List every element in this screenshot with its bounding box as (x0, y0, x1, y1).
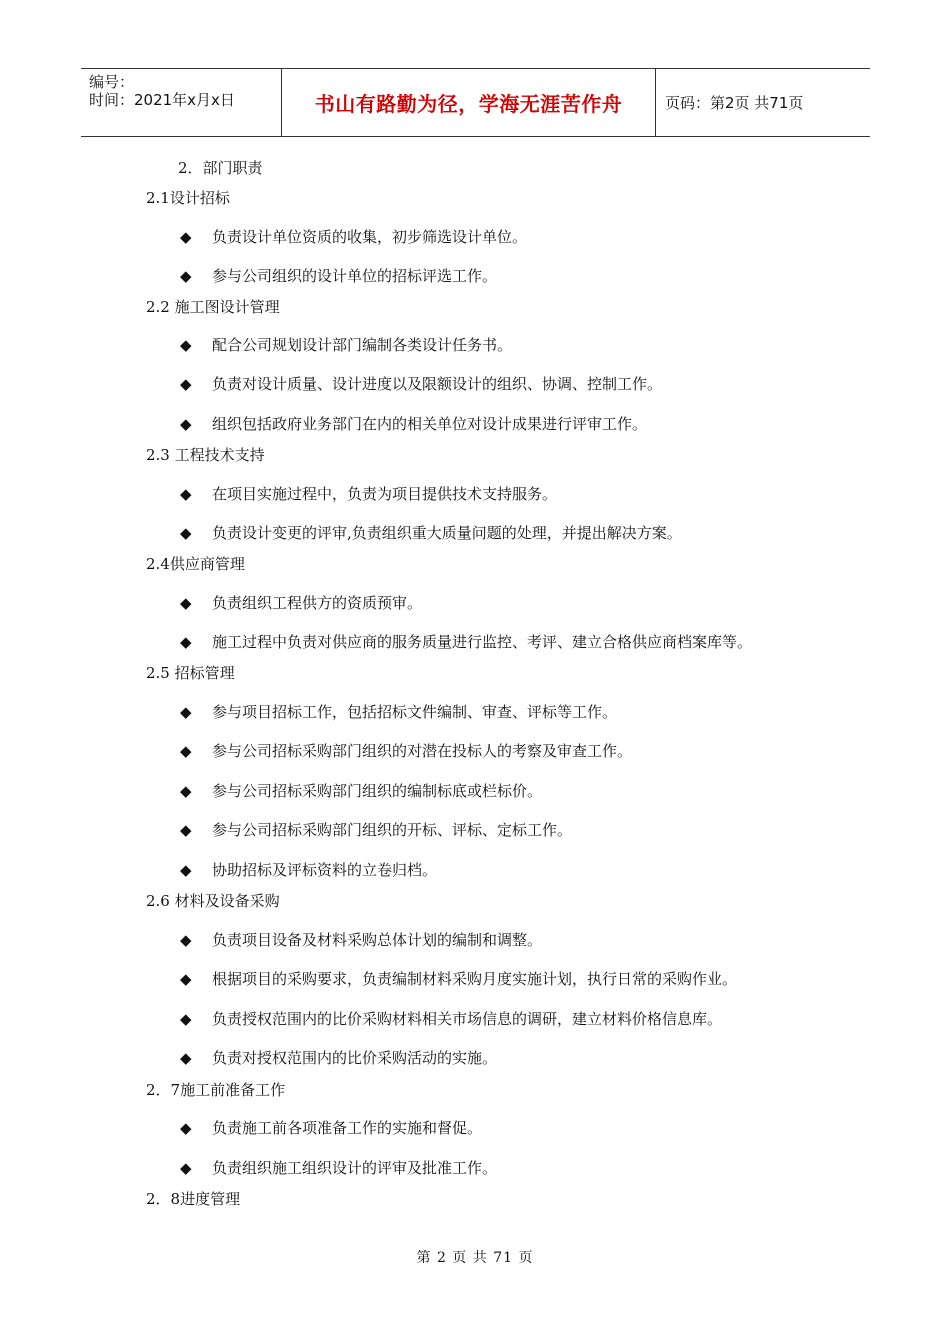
header-page-info: 页码：第2页 共71页 (665, 94, 804, 112)
diamond-bullet-icon: ◆ (180, 524, 192, 542)
diamond-bullet-icon: ◆ (180, 742, 192, 760)
bullet-text: 配合公司规划设计部门编制各类设计任务书。 (212, 336, 513, 354)
section-heading: 2.2 施工图设计管理 (146, 298, 280, 316)
diamond-bullet-icon: ◆ (180, 821, 192, 839)
bullet-item (180, 335, 512, 355)
bullet-text: 负责组织施工组织设计的评审及批准工作。 (212, 1159, 498, 1177)
document-date-label: 时间：2021年x月x日 (89, 91, 235, 109)
bullet-item (180, 1158, 497, 1178)
bullet-item (180, 1048, 497, 1068)
diamond-bullet-icon: ◆ (180, 375, 192, 393)
diamond-bullet-icon: ◆ (180, 336, 192, 354)
header-left-cell (81, 69, 281, 136)
bullet-text: 参与公司招标采购部门组织的对潜在投标人的考察及审查工作。 (212, 742, 633, 760)
bullet-item (180, 820, 572, 840)
section-heading: 2.1设计招标 (146, 189, 230, 207)
diamond-bullet-icon: ◆ (180, 633, 192, 651)
diamond-bullet-icon: ◆ (180, 228, 192, 246)
bullet-item (180, 227, 527, 247)
diamond-bullet-icon: ◆ (180, 1010, 192, 1028)
diamond-bullet-icon: ◆ (180, 703, 192, 721)
bullet-text: 负责对授权范围内的比价采购活动的实施。 (212, 1049, 498, 1067)
diamond-bullet-icon: ◆ (180, 1119, 192, 1137)
diamond-bullet-icon: ◆ (180, 861, 192, 879)
bullet-text: 负责组织工程供方的资质预审。 (212, 594, 423, 612)
diamond-bullet-icon: ◆ (180, 931, 192, 949)
section-title: 2．部门职责 (178, 159, 263, 177)
bullet-item (180, 484, 557, 504)
bullet-item (180, 860, 437, 880)
header-page-cell (655, 69, 870, 136)
bullet-text: 参与公司组织的设计单位的招标评选工作。 (212, 267, 498, 285)
bullet-item (180, 1118, 482, 1138)
bullet-text: 协助招标及评标资料的立卷归档。 (212, 861, 438, 879)
bullet-item (180, 266, 497, 286)
diamond-bullet-icon: ◆ (180, 970, 192, 988)
section-heading: 2.5 招标管理 (146, 664, 235, 682)
diamond-bullet-icon: ◆ (180, 1049, 192, 1067)
section-heading: 2.4供应商管理 (146, 555, 245, 573)
bullet-text: 负责施工前各项准备工作的实施和督促。 (212, 1119, 483, 1137)
diamond-bullet-icon: ◆ (180, 485, 192, 503)
bullet-item (180, 414, 647, 434)
bullet-text: 负责对设计质量、设计进度以及限额设计的组织、协调、控制工作。 (212, 375, 663, 393)
bullet-text: 参与公司招标采购部门组织的开标、评标、定标工作。 (212, 821, 573, 839)
bullet-item (180, 593, 422, 613)
bullet-text: 施工过程中负责对供应商的服务质量进行监控、考评、建立合格供应商档案库等。 (212, 633, 753, 651)
page-header (81, 68, 870, 137)
bullet-item (180, 1009, 722, 1029)
bullet-text: 在项目实施过程中，负责为项目提供技术支持服务。 (212, 485, 558, 503)
bullet-text: 负责设计变更的评审,负责组织重大质量问题的处理，并提出解决方案。 (212, 524, 682, 542)
bullet-item (180, 702, 617, 722)
document-number-label: 编号： (89, 73, 135, 91)
section-heading: 2．7施工前准备工作 (146, 1081, 286, 1099)
bullet-item (180, 930, 542, 950)
bullet-text: 参与项目招标工作，包括招标文件编制、审查、评标等工作。 (212, 703, 618, 721)
bullet-text: 负责授权范围内的比价采购材料相关市场信息的调研，建立材料价格信息库。 (212, 1010, 723, 1028)
header-motto-cell (281, 69, 656, 136)
diamond-bullet-icon: ◆ (180, 415, 192, 433)
bullet-item (180, 969, 737, 989)
bullet-text: 负责项目设备及材料采购总体计划的编制和调整。 (212, 931, 543, 949)
bullet-item (180, 374, 662, 394)
bullet-text: 根据项目的采购要求，负责编制材料采购月度实施计划，执行日常的采购作业。 (212, 970, 738, 988)
bullet-item (180, 523, 682, 543)
bullet-text: 参与公司招标采购部门组织的编制标底或栏标价。 (212, 782, 543, 800)
diamond-bullet-icon: ◆ (180, 1159, 192, 1177)
bullet-item (180, 781, 542, 801)
section-heading: 2.6 材料及设备采购 (146, 892, 280, 910)
diamond-bullet-icon: ◆ (180, 267, 192, 285)
bullet-item (180, 632, 752, 652)
section-heading: 2．8进度管理 (146, 1190, 241, 1208)
bullet-text: 负责设计单位资质的收集，初步筛选设计单位。 (212, 228, 528, 246)
header-motto: 书山有路勤为径，学海无涯苦作舟 (314, 92, 623, 116)
page-footer: 第 2 页 共 71 页 (416, 1250, 534, 1266)
section-heading: 2.3 工程技术支持 (146, 446, 265, 464)
bullet-item (180, 741, 632, 761)
diamond-bullet-icon: ◆ (180, 782, 192, 800)
bullet-text: 组织包括政府业务部门在内的相关单位对设计成果进行评审工作。 (212, 415, 648, 433)
diamond-bullet-icon: ◆ (180, 594, 192, 612)
